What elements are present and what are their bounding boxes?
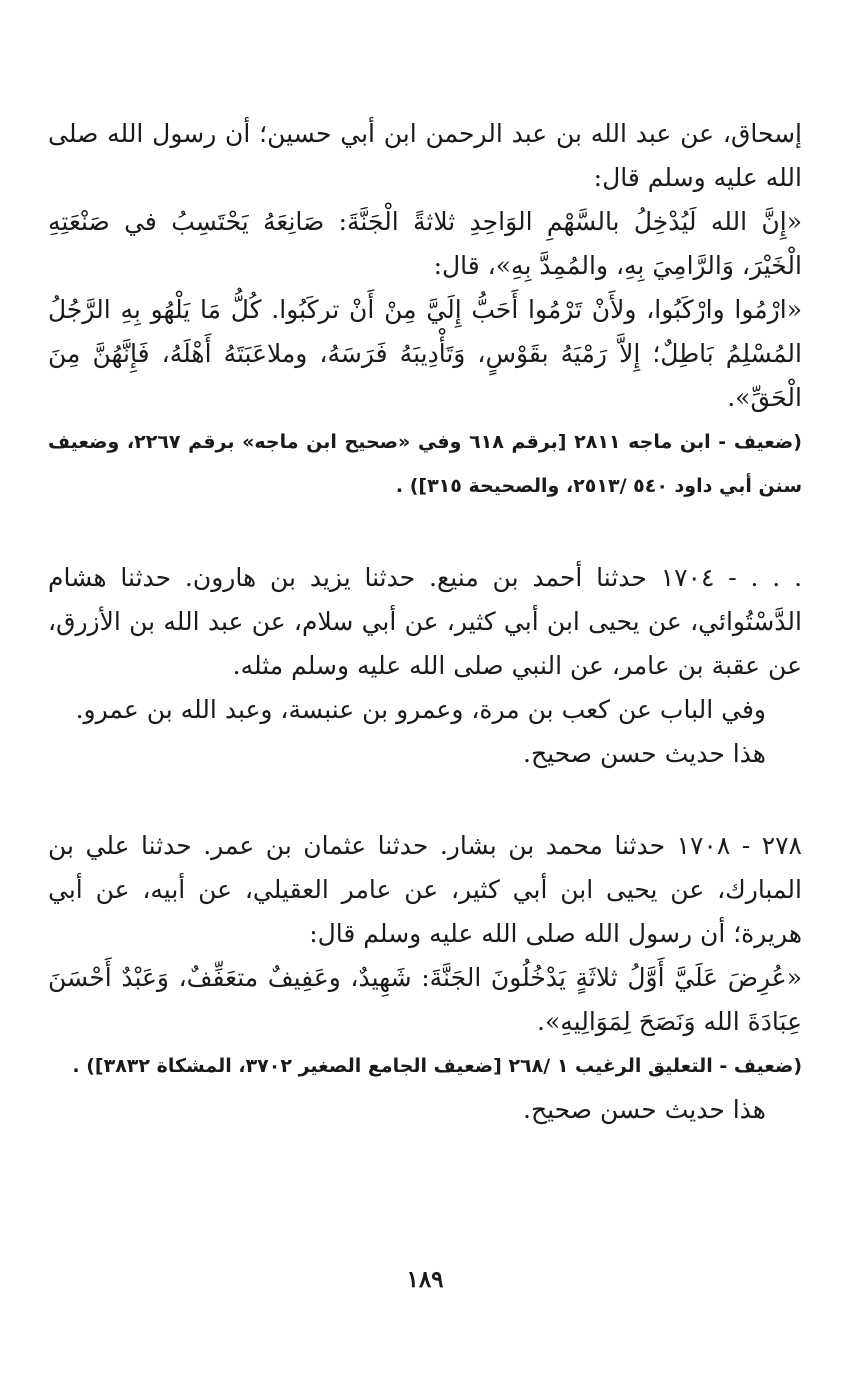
section-divider [48,776,802,824]
page-body [48,112,802,1132]
chain-text-line-2: الله عليه وسلم قال: [593,163,802,192]
hadith-text-a: «إِنَّ الله لَيُدْخِلُ بالسَّهْمِ الوَاحِدِ ثلاثةً الْجَنَّةَ: صَانِعَهُ يَحْتَسِبُ في صَنْعَتِهِ الْخَيْرَ، وَالرَّامِيَ بِهِ، والمُمِدَّ بِهِ»، قال: [48,207,802,280]
hadith-text-b: «ارْمُوا وارْكَبُوا، ولأَنْ تَرْمُوا أَحَبُّ إِلَيَّ مِنْ أَنْ تركَبُوا. كُلُّ مَا يَلْهُو بِهِ الرَّجُلُ المُسْلِمُ بَاطِلٌ؛ إِلاَّ رَمْيَهُ بقَوْسٍ، وَتَأْدِيبَهُ فَرَسَهُ، وملاعَبَتَهُ أَهْلَهُ، فَإِنَّهُنَّ مِنَ الْحَقِّ». [48,295,802,412]
section-hadith-1708 [48,824,802,1132]
chain-text-line-1: إسحاق، عن عبد الله بن عبد الرحمن ابن أبي حسين؛ أن رسول الله صلى [48,119,802,148]
hadith-body-1708: ٢٧٨ - ١٧٠٨ حدثنا محمد بن بشار. حدثنا عثمان بن عمر. حدثنا علي بن المبارك، عن يحيى ابن أبي كثير، عن عامر العقيلي، عن أبيه، عن أبي هريرة؛ أن رسول الله صلى الله عليه وسلم قال: [48,831,802,948]
hadith-text: «عُرِضَ عَلَيَّ أَوَّلُ ثلاثَةٍ يَدْخُلُونَ الجَنَّةَ: شَهِيدٌ، وعَفِيفٌ متعَفِّفٌ، وَعَبْدٌ أَحْسَنَ عِبَادَةَ الله وَنَصَحَ لِمَوَالِيهِ». [48,963,802,1036]
bab-text: وفي الباب عن كعب بن مرة، وعمرو بن عنبسة، وعبد الله بن عمرو. [75,695,766,724]
section-hadith-1704 [48,556,802,776]
grading-note: (ضعيف - ابن ماجه ٢٨١١ [برقم ٦١٨ وفي «صحيح ابن ماجه» برقم ٢٢٦٧، وضعيف سنن أبي داود ٥٤٠ /٢٥١٣، والصحيحة ٣١٥]) . [48,431,802,497]
section-hadith-1 [48,112,802,508]
chain-text [48,112,802,200]
section-divider [48,508,802,556]
page-number: ١٨٩ [406,1266,444,1293]
hadith-body-1704: . . . - ١٧٠٤ حدثنا أحمد بن منيع. حدثنا يزيد بن هارون. حدثنا هشام الدَّسْتُوائي، عن يحيى ابن أبي كثير، عن أبي سلام، عن عبد الله بن الأزرق، عن عقبة بن عامر، عن النبي صلى الله عليه وسلم مثله. [48,563,803,680]
grade-text: هذا حديث حسن صحيح. [523,739,766,768]
grade-text: هذا حديث حسن صحيح. [523,1095,766,1124]
grading-note: (ضعيف - التعليق الرغيب ١ /٢٦٨ [ضعيف الجامع الصغير ٣٧٠٢، المشكاة ٣٨٣٢]) . [72,1055,802,1077]
